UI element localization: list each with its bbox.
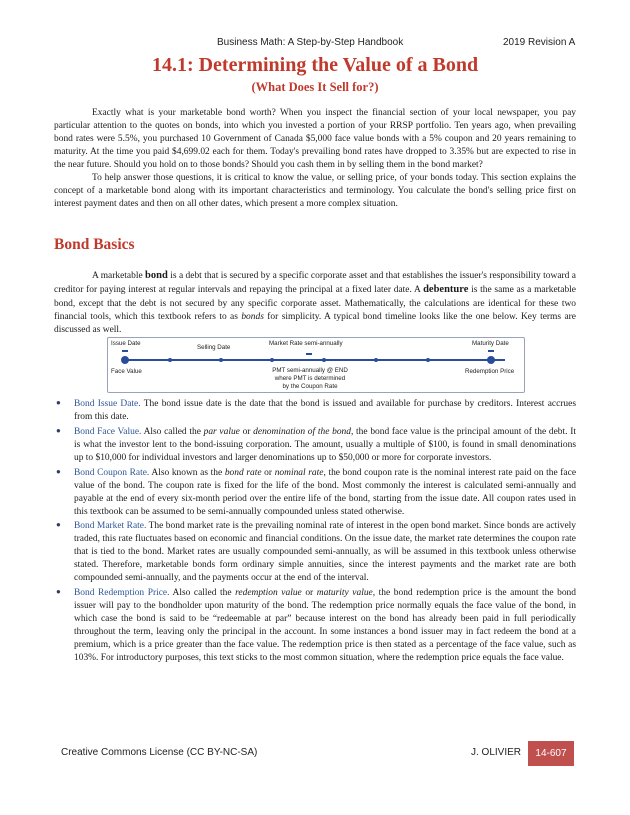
author-label: J. OLIVIER xyxy=(471,747,522,758)
list-item: ● Bond Market Rate. The bond market rate is the prevailing nominal rate of interest in the open bond market. Since bonds are actively traded, this rate fluctuates based on economic and financial conditions. On the issue date, the market rate determines the coupon rate that is tied to the bond. Market rates are usually compounded semi-annually, as will be assumed in this textbook unless otherwise stated. Therefore, marketable bonds form ordinary simple annuities, since the interest payments and the market rate are both compounded semi-annually, and the payments occur at the end of the interval. xyxy=(54,520,576,585)
bond-timeline xyxy=(107,337,525,393)
timeline-start-dot xyxy=(121,356,129,364)
list-item: ● Bond Face Value. Also called the par value or denomination of the bond, the bond face value is the principal amount of the debt. It is what the investor lent to the bond-issuing corporation. The amount, usually a multiple of $100, is found in small denominations up to $10,000 for individual investors and larger denominations up to $50,000 or more for corporate investors. xyxy=(54,426,576,465)
list-item: ● Bond Redemption Price. Also called the redemption value or maturity value, the bond redemption price is the amount the bond issuer will pay to the bondholder upon maturity of the bond. The redemption price normally equals the face value of the bond, in which case the bond is said to be “redeemable at par” because interest on the bond has already been paid in full periodically throughout the term, leaving only the principal in the account. In some instances a bond issuer may in fact redeem the bond at a premium, which is a price greater than the face value. The redemption price is then stated as a percentage of the face value, such as 103%. For introductory purposes, this text sticks to the most common situation, where the redemption price equals the face value. xyxy=(54,587,576,665)
bond-basics-text xyxy=(54,269,576,337)
page-number-badge: 14-607 xyxy=(528,741,574,766)
timeline-face-value-label: Face Value xyxy=(111,368,142,375)
page-subtitle: (What Does It Sell for?) xyxy=(251,80,379,94)
page-title: 14.1: Determining the Value of a Bond xyxy=(151,54,479,76)
keyword-debenture: debenture xyxy=(423,284,469,296)
timeline-tick xyxy=(219,358,223,362)
list-item: ● Bond Coupon Rate. Also known as the bond rate or nominal rate, the bond coupon rate is the nominal interest rate paid on the face value of the bond. The coupon rate is fixed for the life of the bond. Most commonly the interest is calculated semi-annually and payable at the end of every six-month period over the entire life of the bond, starting from the issue date. All coupon rates used in this textbook can be assumed to be semi-annually compounded unless stated otherwise. xyxy=(54,467,576,519)
intro-paragraph-2: To help answer those questions, it is critical to know the value, or selling price, of your bonds today. This section explains the concept of a marketable bond along with its important characteristics and terminology. You calculate the bond's selling price first on interest payment dates and then on all other dates, which present a more complex situation. xyxy=(54,172,576,209)
timeline-market-rate-label: Market Rate semi-annually xyxy=(269,340,343,347)
list-item: ● Bond Issue Date. The bond issue date is the date that the bond is issued and available for purchase by creditors. Interest accrues from this date. xyxy=(54,398,576,424)
timeline-axis xyxy=(122,359,505,361)
timeline-tick xyxy=(270,358,274,362)
timeline-maturity-date-label: Maturity Date xyxy=(472,340,509,347)
intro-paragraph-1: Exactly what is your marketable bond worth? When you inspect the financial section of your local newspaper, you pay particular attention to the quotes on bonds, into which you invested a portion of your RRSP portfolio. Ten years ago, when prevailing bond rates were 5.5%, you purchased 10 Government of Canada $5,000 face value bonds with a 5% coupon and 20 years remaining to maturity. At the time you paid $4,699.02 each for them. Today's prevailing bond rates have dropped to 3.35% but are expected to rise in the near future. Should you hold on to those bonds? Should you cash them in by selling them in the bond market? xyxy=(54,108,576,170)
page-footer xyxy=(0,741,630,767)
timeline-tick xyxy=(168,358,172,362)
revision-label: 2019 Revision A xyxy=(503,37,576,48)
license-label: Creative Commons License (CC BY-NC-SA) xyxy=(61,747,258,758)
intro-text xyxy=(54,107,576,211)
timeline-issue-date-label: Issue Date xyxy=(111,340,141,347)
key-terms-list xyxy=(54,398,576,667)
bond-basics-paragraph: A marketable bond is a debt that is secured by a specific corporate asset and that establishes the issuer's responsibility toward a creditor for paying interest at regular intervals and repaying the principal at a fixed later date. A debenture is the same as a marketable bond, except that the debt is not secured by any specific corporate asset. Mathematically, the calculations are identical for these two financial tools, which this textbook refers to as bonds for simplicity. A typical bond timeline looks like the one below. Key terms are discussed as well. xyxy=(54,270,576,335)
book-title: Business Math: A Step-by-Step Handbook xyxy=(217,37,404,48)
keyword-bond: bond xyxy=(145,270,168,281)
market-rate-marker-dash xyxy=(306,353,312,355)
maturity-marker-dash xyxy=(488,350,494,352)
timeline-tick xyxy=(374,358,378,362)
timeline-pmt-note: PMT semi-annually @ END where PMT is determined by the Coupon Rate xyxy=(272,367,348,390)
issue-marker-dash xyxy=(122,350,128,352)
section-heading: Bond Basics xyxy=(54,236,135,253)
timeline-tick xyxy=(426,358,430,362)
timeline-selling-date-label: Selling Date xyxy=(197,344,231,351)
timeline-tick xyxy=(322,358,326,362)
emphasis-bonds: bonds xyxy=(241,311,264,322)
timeline-end-dot xyxy=(487,356,495,364)
timeline-redemption-price-label: Redemption Price xyxy=(465,368,515,375)
